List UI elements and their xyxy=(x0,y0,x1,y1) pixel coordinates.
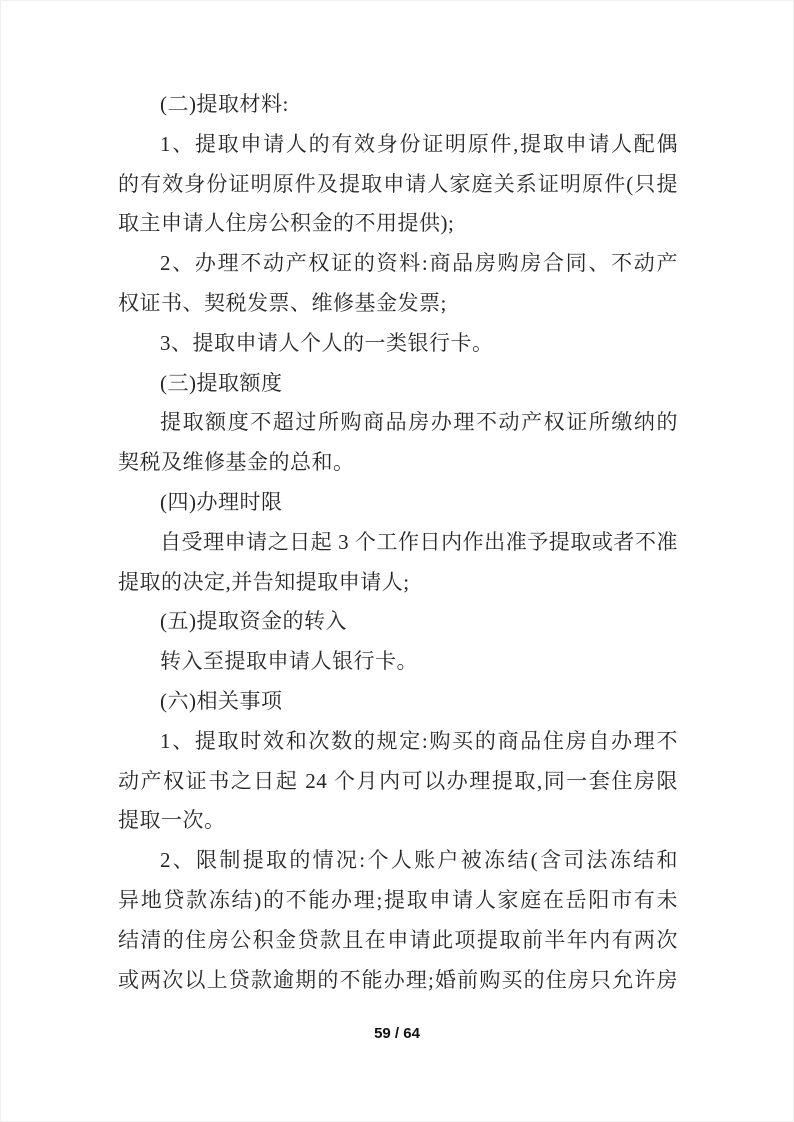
text-line-section-heading: (二)提取材料: xyxy=(160,92,289,116)
text-line: 权证书、契税发票、维修基金发票; xyxy=(118,290,447,315)
text-line: 提取的决定,并告知提取申请人; xyxy=(118,569,410,594)
text-line: 自受理申请之日起 3 个工作日内作出准予提取或者不准 xyxy=(160,529,678,554)
text-line: 动产权证书之日起 24 个月内可以办理提取,同一套住房限 xyxy=(118,768,678,793)
text-line: 提取额度不超过所购商品房办理不动产权证所缴纳的 xyxy=(160,410,678,435)
text-line-section-heading: (四)办理时限 xyxy=(160,489,283,514)
text-line: 异地贷款冻结)的不能办理;提取申请人家庭在岳阳市有未 xyxy=(118,887,678,912)
text-line: 结清的住房公积金贷款且在申请此项提取前半年内有两次 xyxy=(118,927,678,952)
text-line: 1、提取申请人的有效身份证明原件,提取申请人配偶 xyxy=(160,131,678,156)
text-line: 提取一次。 xyxy=(118,808,226,833)
text-line: 契税及维修基金的总和。 xyxy=(118,450,355,475)
text-line: 1、提取时效和次数的规定:购买的商品住房自办理不 xyxy=(160,728,678,753)
document-body xyxy=(118,85,678,1000)
text-line: 转入至提取申请人银行卡。 xyxy=(160,649,418,674)
text-line: 或两次以上贷款逾期的不能办理;婚前购买的住房只允许房 xyxy=(118,967,678,992)
text-line: 的有效身份证明原件及提取申请人家庭关系证明原件(只提 xyxy=(118,171,678,196)
text-line-section-heading: (六)相关事项 xyxy=(160,688,283,713)
text-line: 3、提取申请人个人的一类银行卡。 xyxy=(160,330,494,355)
text-line: 2、办理不动产权证的资料:商品房购房合同、不动产 xyxy=(160,251,678,276)
text-line-section-heading: (五)提取资金的转入 xyxy=(160,609,347,634)
text-line-section-heading: (三)提取额度 xyxy=(160,370,283,395)
text-line: 2、限制提取的情况:个人账户被冻结(含司法冻结和 xyxy=(160,848,678,873)
text-line: 取主申请人住房公积金的不用提供); xyxy=(118,211,455,236)
page-number: 59 / 64 xyxy=(374,1025,420,1042)
